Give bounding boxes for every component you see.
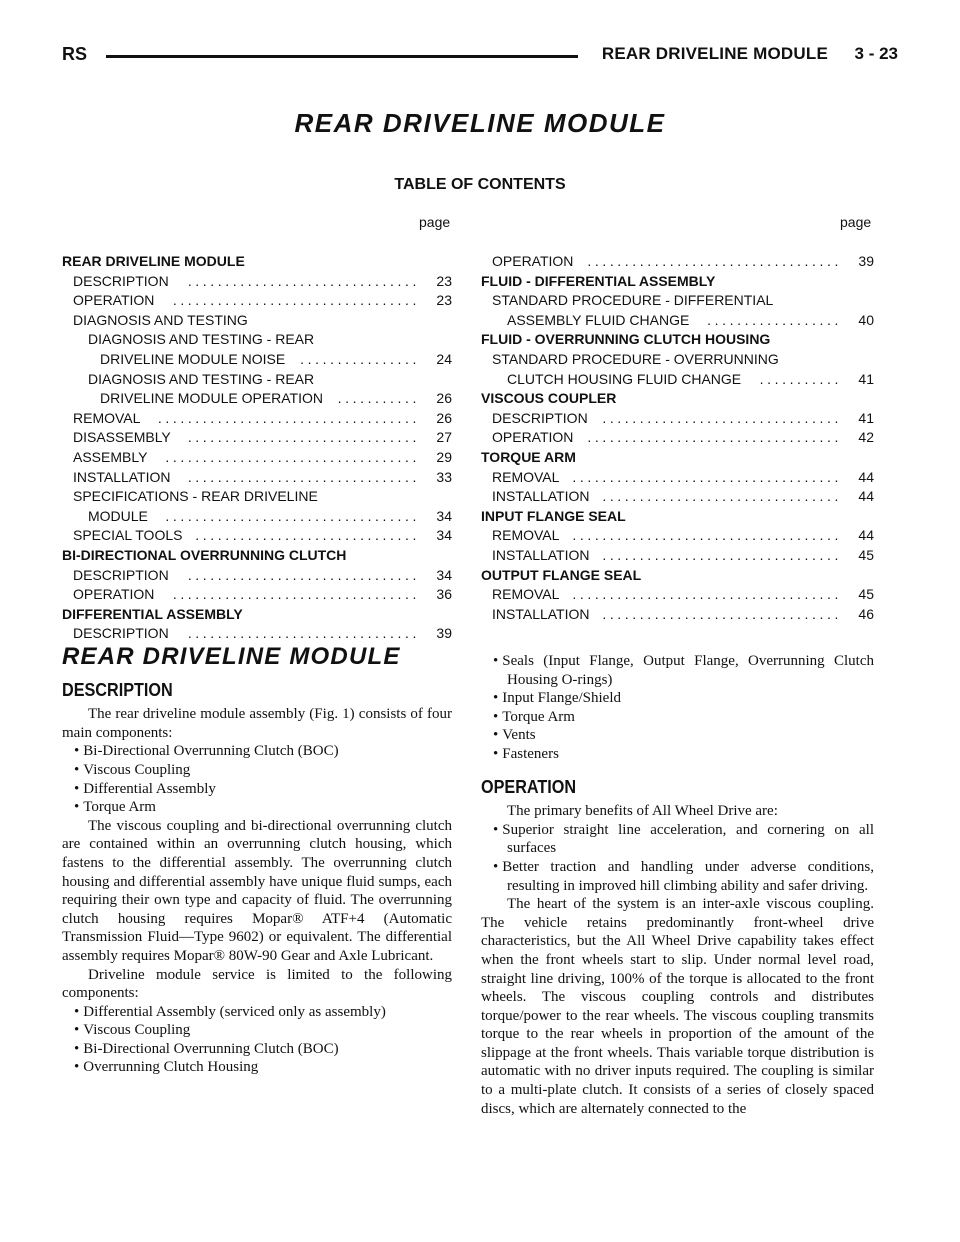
list-item xyxy=(481,858,874,895)
list-item xyxy=(62,1058,452,1077)
toc-entry[interactable] xyxy=(481,252,874,272)
toc-entry-page: 45 xyxy=(858,546,874,563)
toc-entry-label: REMOVAL xyxy=(492,527,560,544)
toc-entry-page: 45 xyxy=(858,586,874,603)
list-item-text: Superior straight line acceleration, and cornering on all surfaces xyxy=(502,821,874,857)
toc-entry-label: OUTPUT FLANGE SEAL xyxy=(481,566,642,583)
toc-entry-label: VISCOUS COUPLER xyxy=(481,390,617,407)
toc-entry-label: DIAGNOSIS AND TESTING xyxy=(73,311,248,328)
toc-entry-page: 26 xyxy=(436,390,452,407)
toc-entry-page: 23 xyxy=(436,292,452,309)
toc-entry[interactable] xyxy=(62,487,452,507)
toc-leader-dots: ................................. xyxy=(172,586,420,603)
header-page-number: 3 - 23 xyxy=(854,44,898,63)
toc-entry-page: 23 xyxy=(436,272,452,289)
toc-entry-page: 24 xyxy=(436,350,452,367)
toc-entry[interactable] xyxy=(481,487,874,507)
page-header xyxy=(62,44,898,68)
list-item-text: Torque Arm xyxy=(83,799,156,816)
toc-entry-page: 46 xyxy=(858,605,874,622)
header-rule xyxy=(106,55,578,58)
toc-entry-page: 41 xyxy=(858,409,874,426)
toc-entry-label: DRIVELINE MODULE NOISE xyxy=(100,350,286,367)
toc-entry[interactable] xyxy=(62,507,452,527)
description-heading: DESCRIPTION xyxy=(62,679,173,700)
body-left-column xyxy=(62,643,452,1077)
list-item-text: Viscous Coupling xyxy=(83,761,191,778)
toc-entry-label: ASSEMBLY xyxy=(73,448,148,465)
toc-entry-page: 41 xyxy=(858,370,874,387)
toc-leader-dots: ............................... xyxy=(187,272,420,289)
toc-leader-dots: ................................ xyxy=(602,605,842,622)
toc-entry[interactable] xyxy=(481,468,874,488)
toc-entry-label: FLUID - OVERRUNNING CLUTCH HOUSING xyxy=(481,331,771,348)
toc-leader-dots: ................ xyxy=(300,350,420,367)
toc-leader-dots: .................................... xyxy=(572,586,842,603)
toc-entry-label: FLUID - DIFFERENTIAL ASSEMBLY xyxy=(481,272,716,289)
toc-leader-dots: ........... xyxy=(759,370,842,387)
toc-entry-page: 29 xyxy=(436,448,452,465)
toc-leader-dots: ................................ xyxy=(602,488,842,505)
toc-entry[interactable] xyxy=(481,291,874,311)
list-item-text: Bi-Directional Overrunning Clutch (BOC) xyxy=(83,1040,339,1057)
list-item xyxy=(62,798,452,817)
bullet-icon: • xyxy=(493,727,499,744)
bullet-list xyxy=(481,652,874,764)
toc-entry-page: 44 xyxy=(858,527,874,544)
toc-entry[interactable] xyxy=(481,546,874,566)
toc-entry[interactable] xyxy=(62,546,452,566)
toc-entry-page: 42 xyxy=(858,429,874,446)
list-item xyxy=(62,780,452,799)
toc-entry-label: STANDARD PROCEDURE - DIFFERENTIAL xyxy=(492,292,774,309)
header-title: REAR DRIVELINE MODULE xyxy=(601,44,828,63)
toc-entry[interactable] xyxy=(62,585,452,605)
toc-entry-page: 40 xyxy=(858,311,874,328)
toc-leader-dots: .................................. xyxy=(165,448,420,465)
toc-entry-page: 34 xyxy=(436,566,452,583)
toc-entry-label: DESCRIPTION xyxy=(73,272,169,289)
toc-entry-label: OPERATION xyxy=(73,292,155,309)
paragraph: The primary benefits of All Wheel Drive are: xyxy=(507,803,778,820)
toc-entry-label: DIAGNOSIS AND TESTING - REAR xyxy=(88,331,315,348)
toc-entry[interactable] xyxy=(481,389,874,409)
toc-entry-label: SPECIAL TOOLS xyxy=(73,527,183,544)
toc-entry[interactable] xyxy=(481,605,874,625)
toc-entry[interactable] xyxy=(62,272,452,292)
toc-entry[interactable] xyxy=(62,448,452,468)
toc-entry-label: STANDARD PROCEDURE - OVERRUNNING xyxy=(492,350,779,367)
bullet-icon: • xyxy=(493,708,499,725)
toc-entry-label: MODULE xyxy=(88,507,148,524)
toc-entry-label: DESCRIPTION xyxy=(492,409,588,426)
toc-leader-dots: ............................... xyxy=(187,468,420,485)
toc-leader-dots: .................................. xyxy=(587,253,842,269)
toc-entry[interactable] xyxy=(481,566,874,586)
toc-page-label-left: page xyxy=(419,214,451,230)
list-item xyxy=(62,742,452,761)
list-item xyxy=(481,708,874,727)
toc-entry[interactable] xyxy=(481,330,874,350)
toc-entry[interactable] xyxy=(62,252,452,272)
toc-leader-dots: ................................ xyxy=(602,409,842,426)
bullet-icon: • xyxy=(493,821,499,838)
toc-entry-label: INPUT FLANGE SEAL xyxy=(481,507,626,524)
toc-leader-dots: .................................... xyxy=(572,527,842,544)
toc-leader-dots: ............................... xyxy=(187,625,420,642)
toc-entry-label: REMOVAL xyxy=(492,586,560,603)
body-right-column xyxy=(481,652,874,1118)
toc-entry[interactable] xyxy=(62,468,452,488)
toc-entry-page: 44 xyxy=(858,488,874,505)
toc-entry-page: 33 xyxy=(436,468,452,485)
section-heading: REAR DRIVELINE MODULE xyxy=(62,643,401,670)
toc-entry-label: DESCRIPTION xyxy=(73,625,169,642)
list-item-text: Torque Arm xyxy=(502,708,575,725)
toc-entry[interactable] xyxy=(62,624,452,644)
toc-entry-label: REMOVAL xyxy=(492,468,560,485)
toc-entry[interactable] xyxy=(62,350,452,370)
toc-leader-dots: .............................. xyxy=(195,527,420,544)
operation-heading: OPERATION xyxy=(481,776,577,797)
toc-entry-label: TORQUE ARM xyxy=(481,448,576,465)
bullet-icon: • xyxy=(74,1040,80,1057)
bullet-icon: • xyxy=(74,743,80,760)
toc-entry-page: 39 xyxy=(436,625,452,642)
paragraph: Driveline module service is limited to the following components: xyxy=(62,966,452,1002)
toc-entry[interactable] xyxy=(62,370,452,390)
page-title: REAR DRIVELINE MODULE xyxy=(294,108,666,138)
list-item-text: Fasteners xyxy=(502,745,559,762)
list-item-text: Seals (Input Flange, Output Flange, Overrunning Clutch Housing O-rings) xyxy=(502,653,874,688)
toc-entry[interactable] xyxy=(62,428,452,448)
toc-entry-label: DESCRIPTION xyxy=(73,566,169,583)
toc-leader-dots: ........... xyxy=(337,390,420,407)
list-item xyxy=(481,689,874,708)
toc-entry-page: 34 xyxy=(436,527,452,544)
toc-entry-label: OPERATION xyxy=(73,586,155,603)
list-item-text: Differential Assembly (serviced only as assembly) xyxy=(83,1003,386,1020)
bullet-icon: • xyxy=(74,780,80,797)
toc-entry[interactable] xyxy=(481,272,874,292)
toc-entry[interactable] xyxy=(62,409,452,429)
list-item xyxy=(481,821,874,858)
toc-entry-page: 34 xyxy=(436,507,452,524)
toc-title: TABLE OF CONTENTS xyxy=(394,176,566,193)
toc-leader-dots: .................................... xyxy=(572,468,842,485)
toc-entry-label: INSTALLATION xyxy=(73,468,171,485)
toc-entry[interactable] xyxy=(481,428,874,448)
toc-leader-dots: .................. xyxy=(707,311,842,328)
toc-entry[interactable] xyxy=(62,330,452,350)
toc-entry-label: DISASSEMBLY xyxy=(73,429,171,446)
toc-leader-dots: ................................ xyxy=(602,546,842,563)
toc-leader-dots: ............................... xyxy=(187,429,420,446)
bullet-icon: • xyxy=(74,1059,80,1076)
toc-entry[interactable] xyxy=(481,507,874,527)
toc-entry-label: CLUTCH HOUSING FLUID CHANGE xyxy=(507,370,742,387)
toc-entry[interactable] xyxy=(481,448,874,468)
bullet-icon: • xyxy=(74,1003,80,1020)
list-item-text: Differential Assembly xyxy=(83,780,216,797)
toc-entry-label: OPERATION xyxy=(492,429,574,446)
list-item-text: Bi-Directional Overrunning Clutch (BOC) xyxy=(83,743,339,760)
paragraph: The viscous coupling and bi-directional overrunning clutch are contained within an overrunning clutch housing, which fastens to the differential assembly. The overrunning clutch housing and differential assembly have unique fluid sumps, each requiring their own type and capacity of fluid. The overrunning clutch housing requires Mopar® ATF+4 (Automatic Transmission Fluid—Type 9602) or equivalent. The differential assembly requires Mopar® 80W-90 Gear and Axle Lubricant. xyxy=(62,817,452,964)
toc-entry-label: DIAGNOSIS AND TESTING - REAR xyxy=(88,370,315,387)
toc-entry-page: 44 xyxy=(858,468,874,485)
list-item xyxy=(62,1003,452,1022)
list-item xyxy=(481,652,874,689)
paragraph: The rear driveline module assembly (Fig. 1) consists of four main components: xyxy=(62,706,452,741)
toc-entry[interactable] xyxy=(481,350,874,370)
bullet-icon: • xyxy=(493,745,499,762)
list-item-text: Input Flange/Shield xyxy=(502,690,622,707)
toc-left-column xyxy=(62,252,452,644)
toc-entry-page: 26 xyxy=(436,409,452,426)
bullet-list xyxy=(62,742,452,816)
bullet-icon: • xyxy=(74,799,80,816)
toc-entry[interactable] xyxy=(481,585,874,605)
bullet-icon: • xyxy=(493,690,499,707)
list-item-text: Overrunning Clutch Housing xyxy=(83,1059,259,1076)
toc-entry-label: INSTALLATION xyxy=(492,546,590,563)
bullet-icon: • xyxy=(74,1022,80,1039)
toc-entry-label: REMOVAL xyxy=(73,409,141,426)
toc-leader-dots: ................................... xyxy=(157,409,420,426)
list-item-text: Viscous Coupling xyxy=(83,1022,191,1039)
bullet-icon: • xyxy=(493,858,499,875)
toc-entry[interactable] xyxy=(62,605,452,625)
toc-entry[interactable] xyxy=(62,311,452,331)
toc-leader-dots: .................................. xyxy=(165,507,420,524)
toc-entry[interactable] xyxy=(62,389,452,409)
toc-entry-page: 39 xyxy=(858,253,874,269)
bullet-icon: • xyxy=(493,653,499,669)
toc-entry-label: DRIVELINE MODULE OPERATION xyxy=(100,390,324,407)
list-item xyxy=(62,761,452,780)
bullet-list xyxy=(62,1003,452,1077)
toc-leader-dots: .................................. xyxy=(587,429,842,446)
list-item-text: Vents xyxy=(502,727,536,744)
bullet-icon: • xyxy=(74,761,80,778)
bullet-list xyxy=(481,821,874,895)
header-section-code: RS xyxy=(62,44,88,64)
toc-entry-label: BI-DIRECTIONAL OVERRUNNING CLUTCH xyxy=(62,546,347,563)
toc-page-label-right: page xyxy=(840,214,872,230)
toc-entry[interactable] xyxy=(481,409,874,429)
list-item xyxy=(62,1040,452,1059)
list-item xyxy=(481,745,874,764)
toc-leader-dots: ................................. xyxy=(172,292,420,309)
list-item xyxy=(481,726,874,745)
toc-entry[interactable] xyxy=(62,566,452,586)
toc-entry-label: ASSEMBLY FLUID CHANGE xyxy=(507,311,690,328)
toc-entry-label: SPECIFICATIONS - REAR DRIVELINE xyxy=(73,488,318,505)
toc-entry[interactable] xyxy=(481,526,874,546)
list-item-text: Better traction and handling under adverse conditions, resulting in improved hill climbing ability and safer driving. xyxy=(502,858,874,894)
toc-entry-label: DIFFERENTIAL ASSEMBLY xyxy=(62,605,243,622)
toc-entry[interactable] xyxy=(62,526,452,546)
toc-right-column xyxy=(481,252,874,624)
toc-entry-label: OPERATION xyxy=(492,253,574,269)
toc-entry[interactable] xyxy=(62,291,452,311)
list-item xyxy=(62,1021,452,1040)
toc-entry[interactable] xyxy=(481,370,874,390)
toc-entry-label: REAR DRIVELINE MODULE xyxy=(62,253,245,269)
paragraph: The heart of the system is an inter-axle viscous coupling. The vehicle retains predominantly front-wheel drive characteristics, but the All Wheel Drive capability takes effect when the front wheels start to slip. Under normal level road, straight line driving, 100% of the torque is allocated to the front wheels. The viscous coupling controls and distributes torque/power to the rear wheels. The viscous coupling transmits torque to the rear wheels in proportion of the amount of the slippage at the front wheels. Thais variable torque distribution is automatic with no driver inputs required. The coupling is similar to a multi-plate clutch. It consists of a series of closely spaced discs, which are alternately connected to the xyxy=(481,896,874,1117)
toc-entry-label: INSTALLATION xyxy=(492,488,590,505)
toc-entry-page: 36 xyxy=(436,586,452,603)
toc-entry-page: 27 xyxy=(436,429,452,446)
toc-entry-label: INSTALLATION xyxy=(492,605,590,622)
toc-entry[interactable] xyxy=(481,311,874,331)
toc-leader-dots: ............................... xyxy=(187,566,420,583)
